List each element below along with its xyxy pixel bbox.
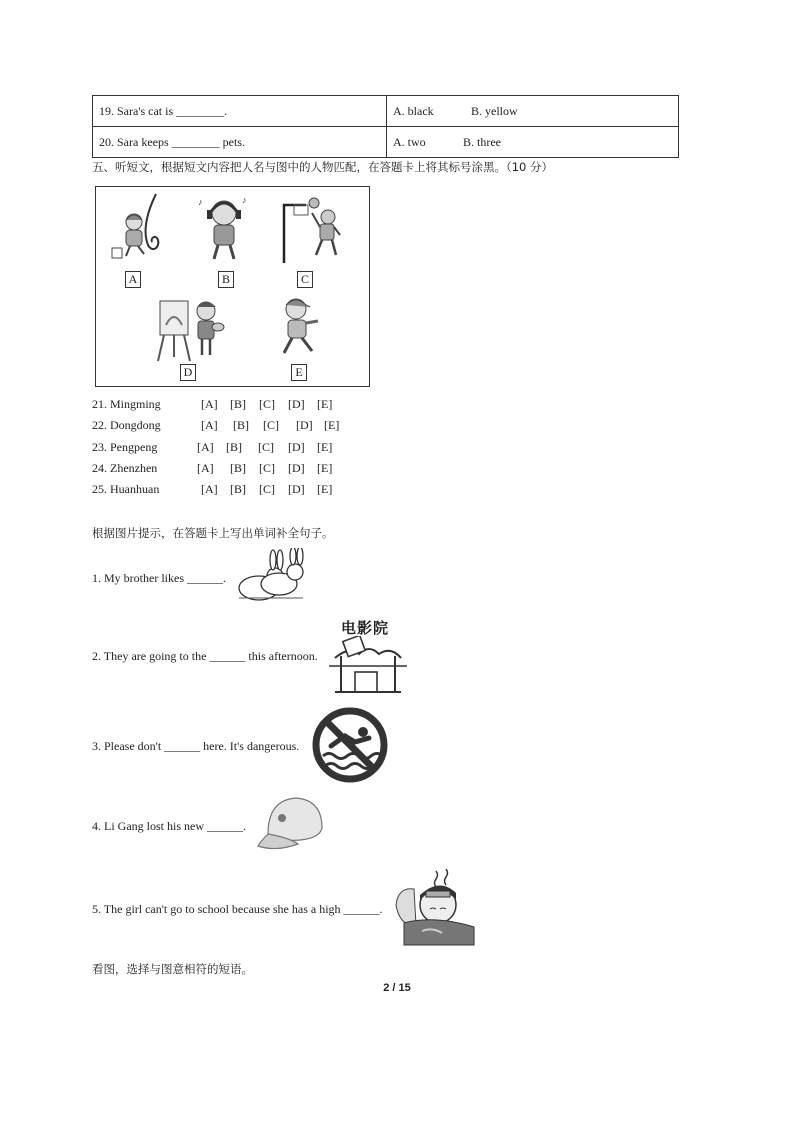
picture-label-c: C	[297, 271, 313, 288]
picture-label-d: D	[180, 364, 196, 381]
section5-instruction: 五、听短文，根据短文内容把人名与图中的人物匹配，在答题卡上将其标号涂黑。（10 分）	[92, 160, 554, 174]
choice-e[interactable]: [E]	[317, 440, 333, 454]
child-with-headphones-illustration	[196, 193, 252, 265]
choice-a[interactable]: [A]	[201, 482, 218, 496]
running-child-illustration	[276, 293, 324, 363]
picture-label-e: E	[291, 364, 307, 381]
choice-a[interactable]: [A]	[197, 440, 214, 454]
fill-instruction: 根据图片提示，在答题卡上写出单词补全句子。	[92, 526, 334, 540]
table-row	[93, 127, 679, 158]
option-a: A. black	[393, 103, 434, 118]
choice-b[interactable]: [B]	[226, 440, 242, 454]
no-swimming-icon	[311, 706, 389, 784]
choice-b[interactable]: [B]	[230, 482, 246, 496]
rabbits-icon	[233, 548, 309, 604]
student-name: 24. Zhenzhen	[92, 461, 158, 475]
choice-c[interactable]: [C]	[263, 418, 279, 432]
student-name: 21. Mingming	[92, 397, 161, 411]
cinema-sign-text: 电影院	[341, 619, 390, 637]
student-name: 22. Dongdong	[92, 418, 161, 432]
choice-d[interactable]: [D]	[296, 418, 313, 432]
match-row-25	[92, 482, 333, 497]
option-a: A. two	[393, 134, 426, 149]
choice-a[interactable]: [A]	[197, 461, 214, 475]
child-painting-illustration	[154, 295, 226, 365]
question-19: 19. Sara's cat is ________.	[93, 96, 387, 127]
choice-c[interactable]: [C]	[259, 482, 275, 496]
choice-d[interactable]: [D]	[288, 397, 305, 411]
choice-e[interactable]: [E]	[317, 461, 333, 475]
next-section-instruction: 看图，选择与图意相符的短语。	[92, 962, 253, 976]
choice-d[interactable]: [D]	[288, 482, 305, 496]
sick-girl-icon	[394, 865, 476, 947]
option-b: B. yellow	[471, 103, 518, 118]
match-row-22	[92, 418, 340, 433]
cinema-building-icon	[329, 636, 407, 694]
basketball-player-illustration	[280, 191, 346, 267]
picture-frame	[95, 186, 370, 387]
page-number: 2 / 15	[383, 982, 411, 994]
picture-label-a: A	[125, 271, 141, 288]
match-row-21	[92, 397, 333, 412]
sentence-5: 5. The girl can't go to school because she has a high ______.	[92, 902, 383, 916]
choice-b[interactable]: [B]	[230, 461, 246, 475]
choice-d[interactable]: [D]	[288, 461, 305, 475]
child-with-music-note-illustration	[108, 190, 170, 268]
cap-icon	[254, 794, 328, 854]
student-name: 23. Pengpeng	[92, 440, 158, 454]
choice-b[interactable]: [B]	[230, 397, 246, 411]
sentence-4: 4. Li Gang lost his new ______.	[92, 819, 246, 833]
picture-label-b: B	[218, 271, 234, 288]
choice-a[interactable]: [A]	[201, 397, 218, 411]
options-20	[387, 127, 679, 158]
sentence-2: 2. They are going to the ______ this afternoon.	[92, 649, 318, 663]
svg-text:♪: ♪	[242, 195, 247, 205]
choice-e[interactable]: [E]	[317, 482, 333, 496]
choice-a[interactable]: [A]	[201, 418, 218, 432]
table-row	[93, 96, 679, 127]
svg-text:♪: ♪	[198, 197, 203, 207]
choice-c[interactable]: [C]	[259, 397, 275, 411]
match-row-24	[92, 461, 333, 476]
sentence-3: 3. Please don't ______ here. It's dangerous.	[92, 739, 300, 753]
choice-e[interactable]: [E]	[317, 397, 333, 411]
sentence-1: 1. My brother likes ______.	[92, 571, 226, 585]
choice-b[interactable]: [B]	[233, 418, 249, 432]
choice-e[interactable]: [E]	[324, 418, 340, 432]
question-20: 20. Sara keeps ________ pets.	[93, 127, 387, 158]
choice-d[interactable]: [D]	[288, 440, 305, 454]
question-table	[92, 95, 679, 158]
match-row-23	[92, 440, 333, 455]
choice-c[interactable]: [C]	[259, 461, 275, 475]
choice-c[interactable]: [C]	[258, 440, 274, 454]
student-name: 25. Huanhuan	[92, 482, 160, 496]
option-b: B. three	[463, 134, 501, 149]
options-19	[387, 96, 679, 127]
